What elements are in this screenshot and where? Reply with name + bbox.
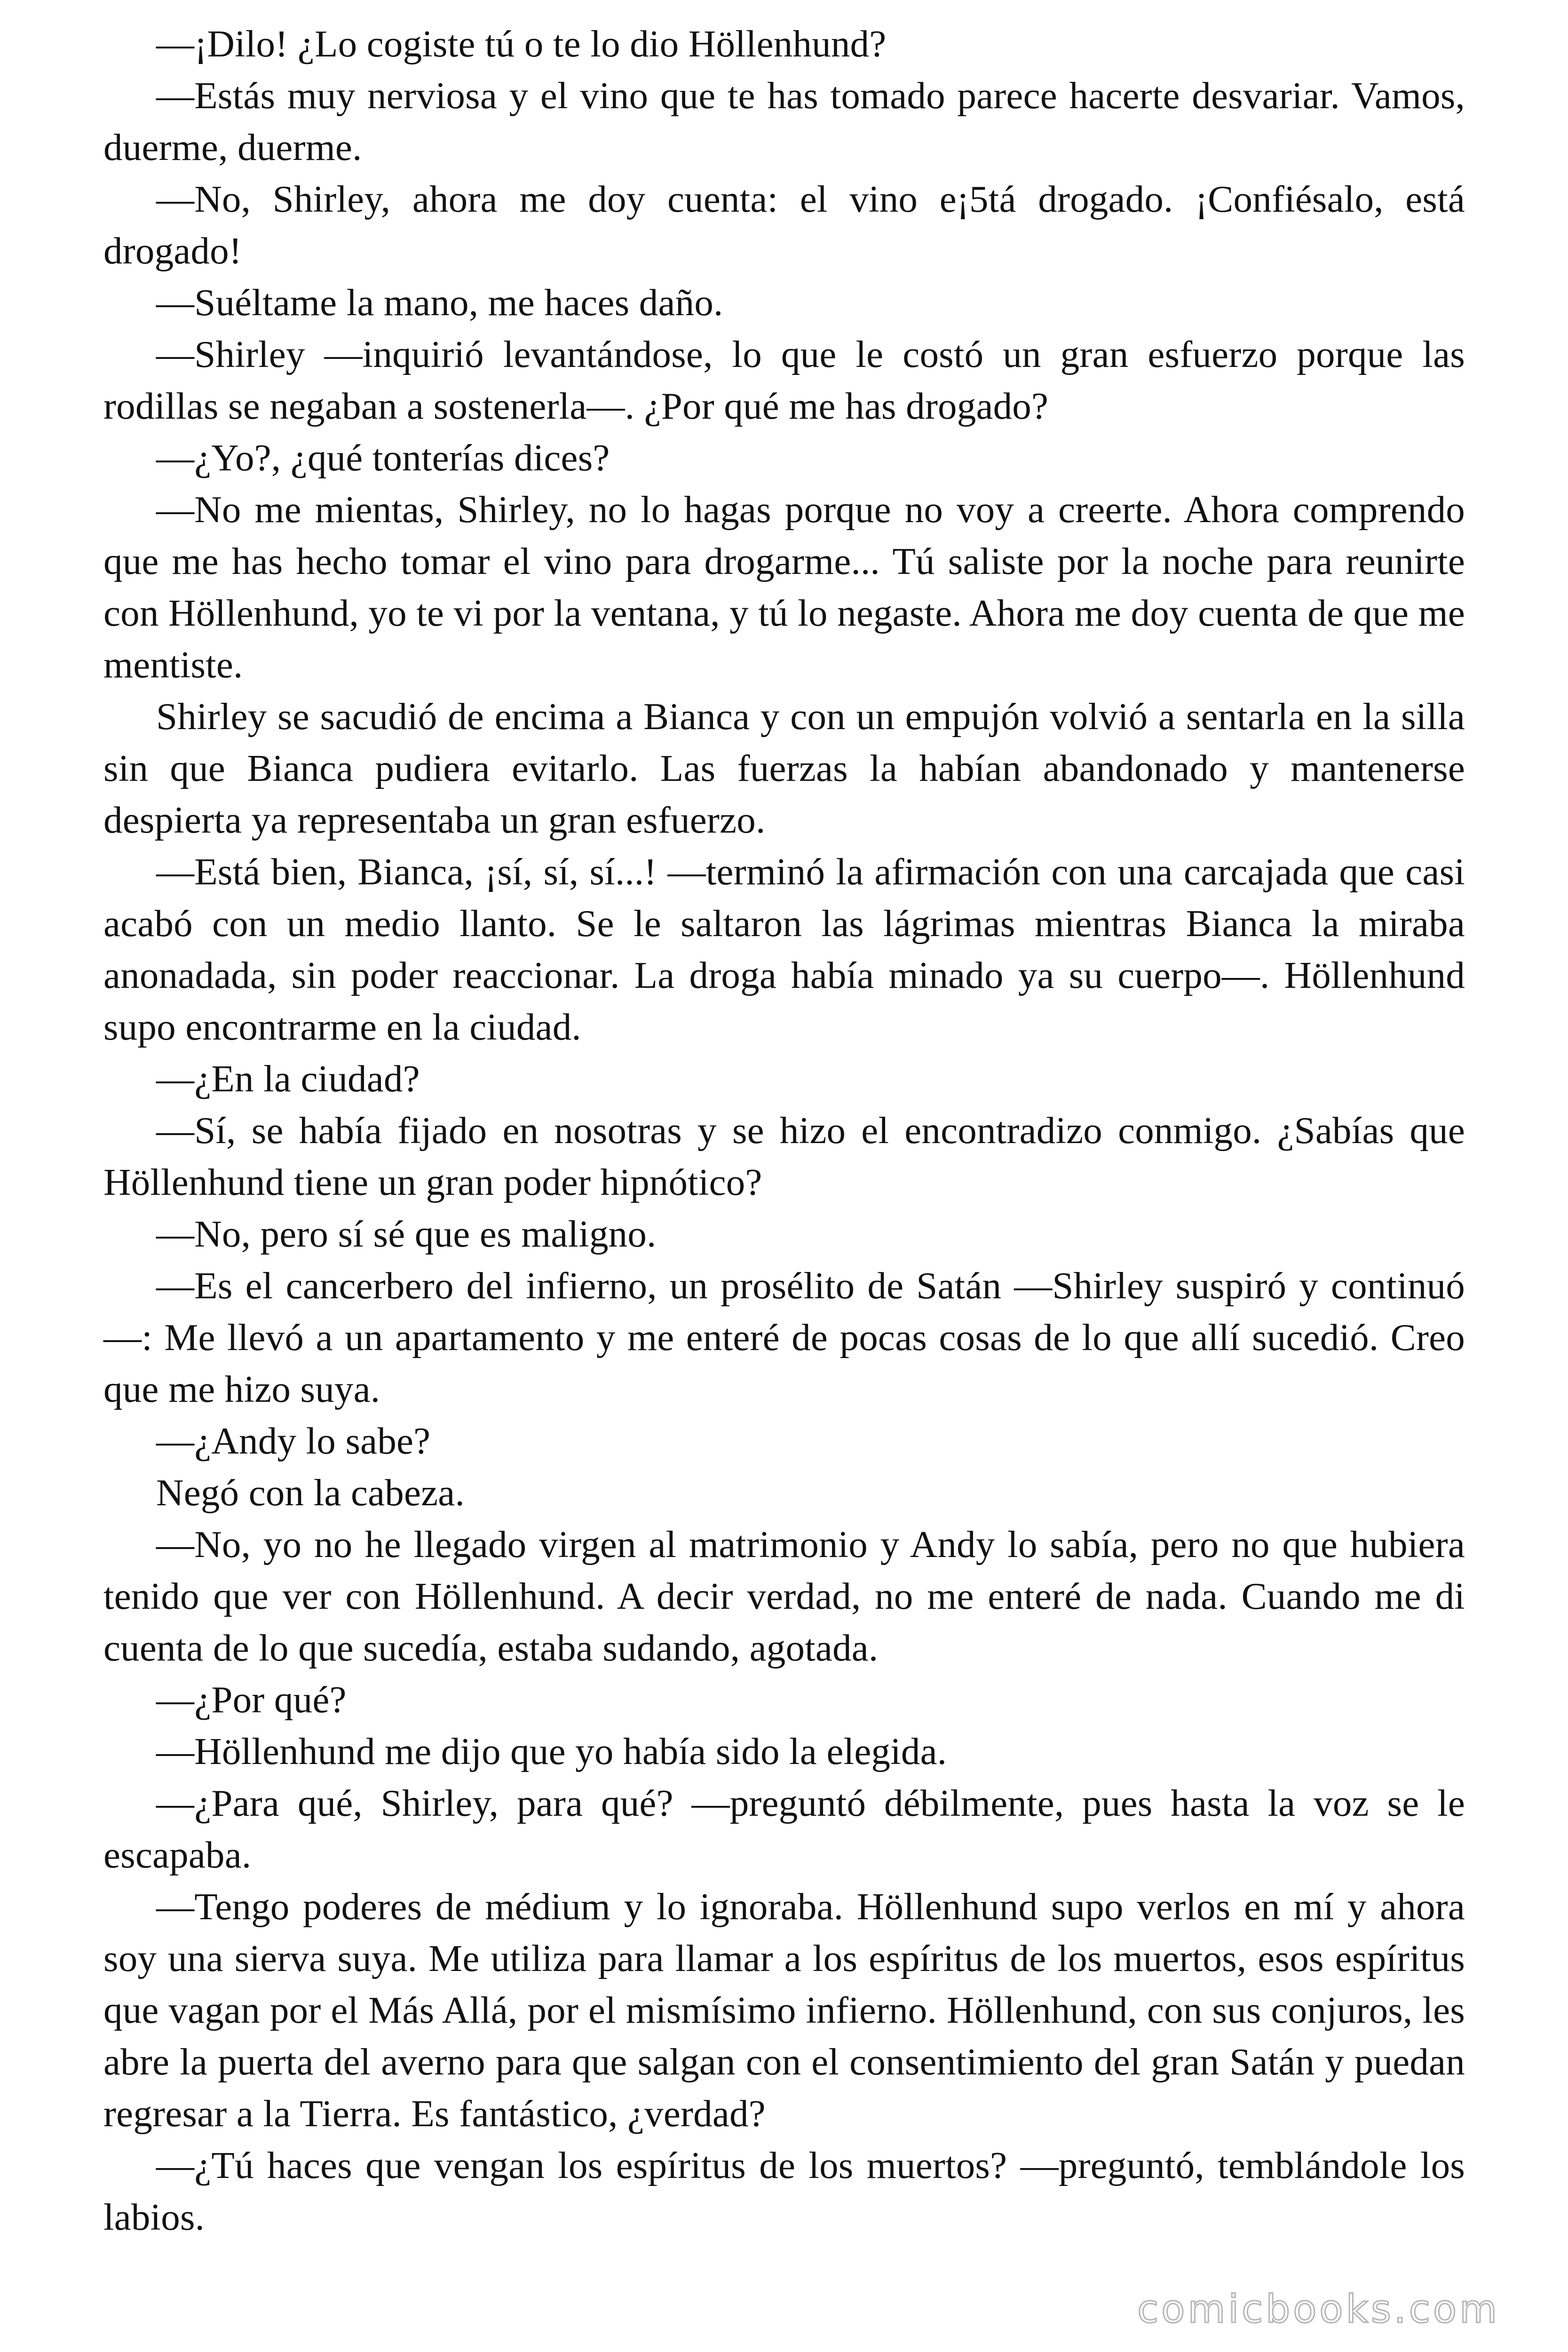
paragraph: —Shirley —inquirió levantándose, lo que le costó un gran esfuerzo porque las rodillas se negaban a sostenerla—. ¿Por qué me has drogado? [103,333,1465,427]
paragraph: —No me mientas, Shirley, no lo hagas porque no voy a creerte. Ahora comprendo que me has hecho tomar el vino para drogarme... Tú saliste por la noche para reunirte con Höllenhund, yo te vi por la ventana, y tú lo negaste. Ahora me doy cuenta de que me mentiste. [103,488,1465,686]
paragraph: Shirley se sacudió de encima a Bianca y con un empujón volvió a sentarla en la silla sin que Bianca pudiera evitarlo. Las fuerzas la habían abandonado y mantenerse despierta ya representaba un gran esfuerzo. [103,695,1465,841]
paragraph: —Estás muy nerviosa y el vino que te has tomado parece hacerte desvariar. Vamos, duerme, duerme. [103,74,1465,168]
paragraph: —No, Shirley, ahora me doy cuenta: el vino e¡5tá drogado. ¡Confiésalo, está drogado! [103,178,1465,272]
paragraph: —¿Yo?, ¿qué tonterías dices? [156,437,610,479]
paragraph: —Höllenhund me dijo que yo había sido la elegida. [156,1730,947,1772]
paragraph: —No, pero sí sé que es maligno. [156,1213,657,1255]
paragraph: —Tengo poderes de médium y lo ignoraba. Höllenhund supo verlos en mí y ahora soy una sierva suya. Me utiliza para llamar a los espíritus de los muertos, esos espíritus que vagan por el Más Allá, por el mismísimo infierno. Höllenhund, con sus conjuros, les abre la puerta del averno para que salgan con el consentimiento del gran Satán y puedan regresar a la Tierra. Es fantástico, ¿verdad? [103,1885,1465,2135]
paragraph: —Sí, se había fijado en nosotras y se hizo el encontradizo conmigo. ¿Sabías que Höllenhund tiene un gran poder hipnótico? [103,1109,1465,1203]
paragraph: —Es el cancerbero del infierno, un prosélito de Satán —Shirley suspiró y continuó—: Me llevó a un apartamento y me enteré de pocas cosas de lo que allí sucedió. Creo que me hizo suya. [103,1264,1465,1410]
page-body [103,18,1465,2243]
paragraph: —¿Tú haces que vengan los espíritus de los muertos? —preguntó, temblándole los labios. [103,2144,1465,2238]
paragraph: —¿En la ciudad? [156,1057,420,1100]
paragraph: —No, yo no he llegado virgen al matrimonio y Andy lo sabía, pero no que hubiera tenido que ver con Höllenhund. A decir verdad, no me enteré de nada. Cuando me di cuenta de lo que sucedía, estaba sudando, agotada. [103,1523,1465,1669]
paragraph: —Suéltame la mano, me haces daño. [156,281,723,324]
paragraph: Negó con la cabeza. [156,1471,465,1514]
paragraph: —Está bien, Bianca, ¡sí, sí, sí...! —terminó la afirmación con una carcajada que casi acabó con un medio llanto. Se le saltaron las lágrimas mientras Bianca la miraba anonadada, sin poder reaccionar. La droga había minado ya su cuerpo—. Höllenhund supo encontrarme en la ciudad. [103,850,1465,1048]
paragraph: —¿Andy lo sabe? [156,1420,431,1462]
paragraph: —¡Dilo! ¿Lo cogiste tú o te lo dio Höllenhund? [156,23,887,65]
paragraph: —¿Para qué, Shirley, para qué? —preguntó débilmente, pues hasta la voz se le escapaba. [103,1782,1465,1876]
paragraph: —¿Por qué? [156,1678,347,1721]
watermark: comicbooks.com [1137,2287,1500,2332]
